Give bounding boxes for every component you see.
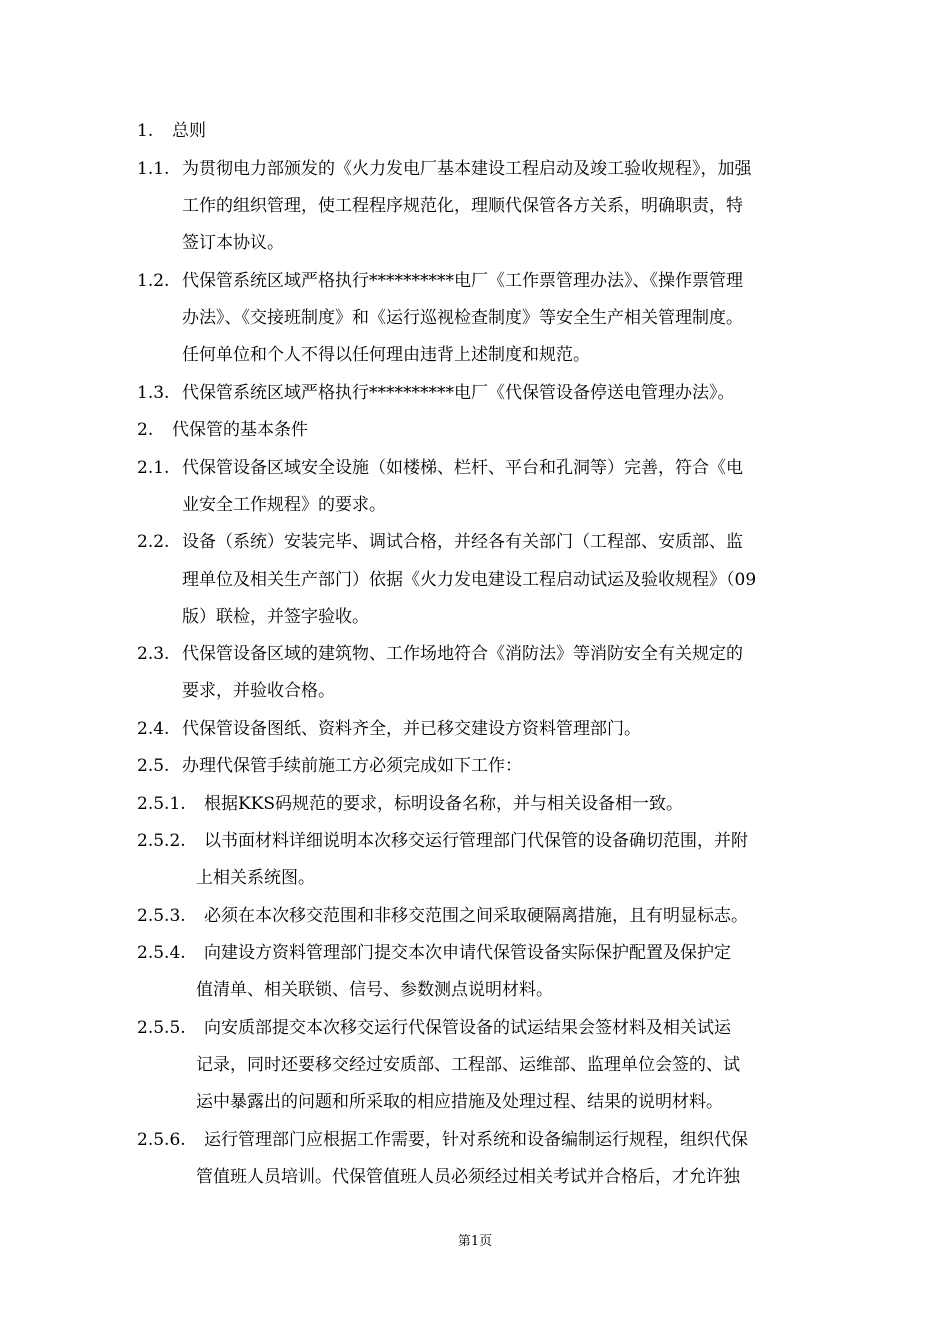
item-number: 2.5.4. [137, 943, 186, 963]
item-number: 2.5. [137, 756, 170, 776]
item-text-continued: 运中暴露出的问题和所采取的相应措施及处理过程、结果的说明材料。 [196, 1092, 723, 1112]
item-text-continued: 管值班人员培训。代保管值班人员必须经过相关考试并合格后，才允许独 [196, 1167, 740, 1187]
item-number: 2.5.2. [137, 831, 186, 851]
item-text-continued: 版）联检，并签字验收。 [182, 607, 369, 627]
item-number: 2.5.5. [137, 1018, 186, 1038]
item-text: 代保管系统区域严格执行**********电厂《工作票管理办法》、《操作票管理 [182, 271, 743, 291]
item-text-continued: 上相关系统图。 [196, 868, 315, 888]
item-text: 向安质部提交本次移交运行代保管设备的试运结果会签材料及相关试运 [204, 1018, 731, 1038]
item-text-continued: 任何单位和个人不得以任何理由违背上述制度和规范。 [182, 345, 590, 365]
item-text: 以书面材料详细说明本次移交运行管理部门代保管的设备确切范围，并附 [204, 831, 748, 851]
item-number: 1.3. [137, 383, 170, 403]
item-number: 1.2. [137, 271, 170, 291]
item-text-continued: 办法》、《交接班制度》和《运行巡视检查制度》等安全生产相关管理制度。 [182, 308, 743, 328]
item-text: 办理代保管手续前施工方必须完成如下工作： [182, 756, 522, 776]
item-text-continued: 工作的组织管理，使工程程序规范化，理顺代保管各方关系，明确职责，特 [182, 196, 743, 216]
item-number: 2.2. [137, 532, 170, 552]
item-text: 代保管的基本条件 [172, 420, 308, 440]
item-text: 总则 [172, 121, 206, 141]
item-number: 1.1. [137, 159, 170, 179]
page-footer: 第1页 [457, 1234, 493, 1249]
item-text: 代保管设备图纸、资料齐全，并已移交建设方资料管理部门。 [182, 719, 641, 739]
item-text: 代保管设备区域的建筑物、工作场地符合《消防法》等消防安全有关规定的 [182, 644, 743, 664]
item-text: 为贯彻电力部颁发的《火力发电厂基本建设工程启动及竣工验收规程》，加强 [182, 159, 752, 179]
item-text: 代保管设备区域安全设施（如楼梯、栏杆、平台和孔洞等）完善，符合《电 [182, 458, 743, 478]
item-number: 2. [137, 420, 154, 440]
item-number: 2.5.3. [137, 906, 186, 926]
item-number: 1. [137, 121, 154, 141]
item-text-continued: 签订本协议。 [182, 233, 284, 253]
item-text-continued: 值清单、相关联锁、信号、参数测点说明材料。 [196, 980, 553, 1000]
item-text-continued: 要求，并验收合格。 [182, 681, 335, 701]
item-text: 根据KKS码规范的要求，标明设备名称，并与相关设备相一致。 [204, 794, 684, 814]
item-text-continued: 理单位及相关生产部门）依据《火力发电建设工程启动试运及验收规程》（09 [182, 570, 757, 590]
item-text: 向建设方资料管理部门提交本次申请代保管设备实际保护配置及保护定 [204, 943, 731, 963]
item-text-continued: 业安全工作规程》的要求。 [182, 495, 386, 515]
item-number: 2.5.1. [137, 794, 186, 814]
item-text-continued: 记录，同时还要移交经过安质部、工程部、运维部、监理单位会签的、试 [196, 1055, 740, 1075]
item-text: 代保管系统区域严格执行**********电厂《代保管设备停送电管理办法》。 [182, 383, 735, 403]
item-text: 设备（系统）安装完毕、调试合格，并经各有关部门（工程部、安质部、监 [182, 532, 743, 552]
item-number: 2.4. [137, 719, 170, 739]
item-number: 2.1. [137, 458, 170, 478]
item-number: 2.3. [137, 644, 170, 664]
item-number: 2.5.6. [137, 1130, 186, 1150]
item-text: 运行管理部门应根据工作需要，针对系统和设备编制运行规程，组织代保 [204, 1130, 748, 1150]
item-text: 必须在本次移交范围和非移交范围之间采取硬隔离措施，且有明显标志。 [204, 906, 748, 926]
